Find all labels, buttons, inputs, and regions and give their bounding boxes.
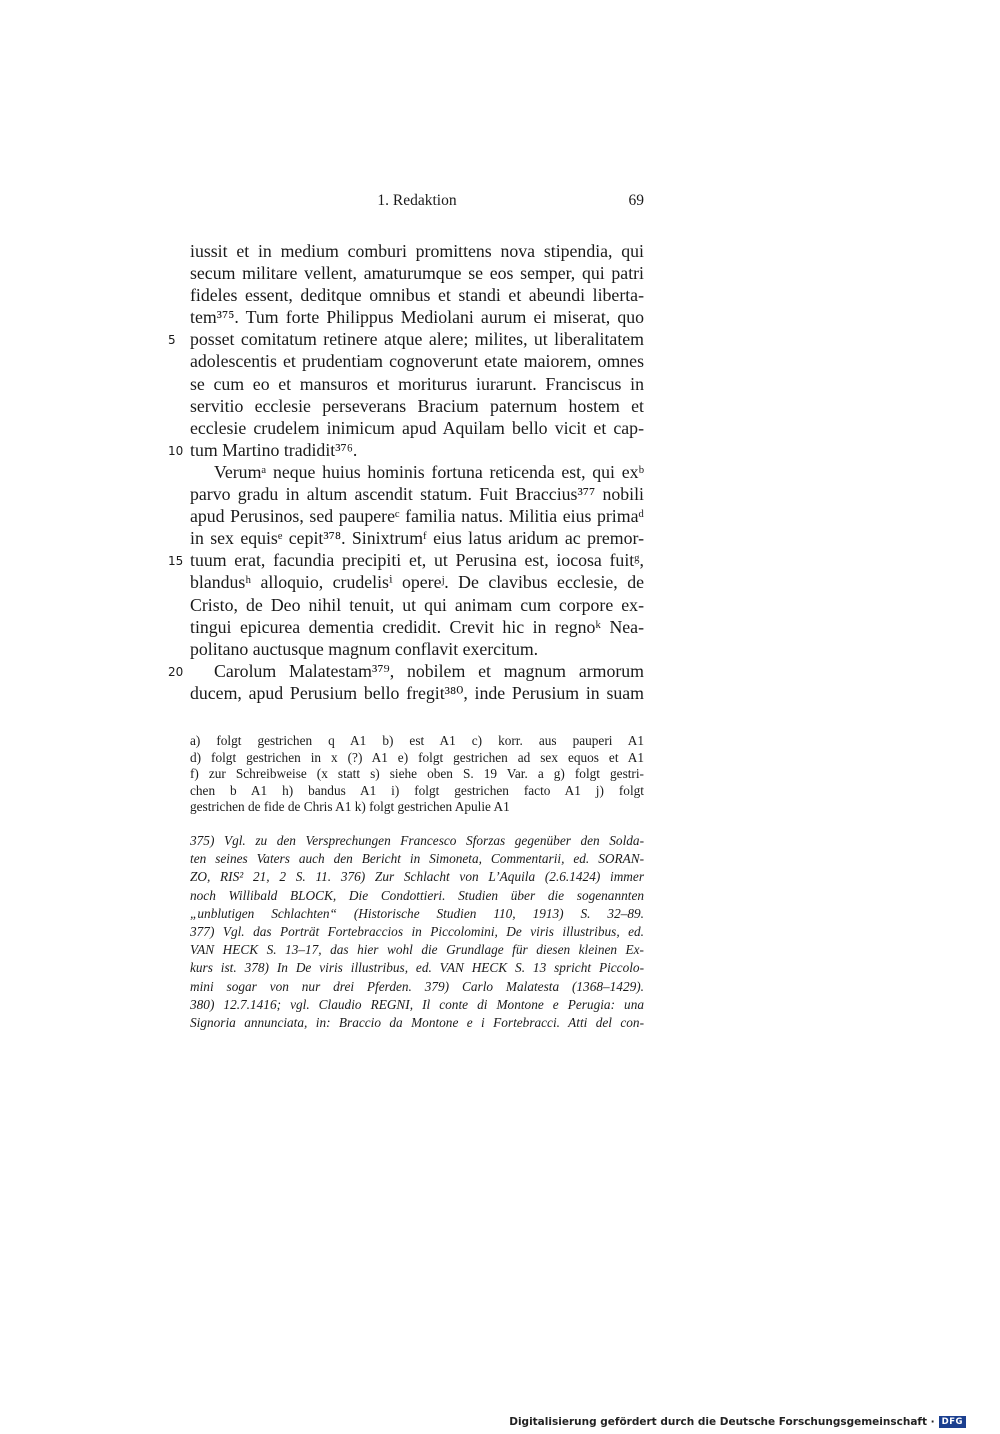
running-head: 1. Redaktion [377,192,457,209]
variant-apparatus [190,733,644,816]
text-line [190,417,644,439]
page-number: 69 [628,192,644,209]
line-text: apud Perusinos, sed paupereᶜ familia natus. Militia eius primaᵈ [190,506,644,527]
text-line [190,240,644,262]
footnote-line: ZO, RIS² 21, 2 S. 11. 376) Zur Schlacht von L’Aquila (2.6.1424) immer [190,869,644,885]
page-header [190,192,644,216]
line-text: Carolum Malatestam³⁷⁹, nobilem et magnum armorum [214,660,644,681]
text-line [190,262,644,284]
main-text [168,240,644,704]
line-number: 15 [168,554,184,569]
text-line [190,638,644,660]
line-text: fideles essent, deditque omnibus et standi et abeundi liberta- [190,285,644,306]
footnote-line: 377) Vgl. das Porträt Fortebraccios in Piccolomini, De viris illustribus, ed. [190,923,644,939]
footnote-line: noch Willibald BLOCK, Die Condottieri. Studien über die sogenannten [190,887,644,903]
line-text: adolescentis et prudentiam cognoverunt etate maiorem, omnes [190,351,644,372]
line-text: tum Martino tradidit³⁷⁶. [190,439,358,460]
text-line [190,373,644,395]
text-line [168,328,644,350]
footnotes [190,832,644,1032]
footnote-line: Signoria annunciata, in: Braccio da Montone e i Fortebracci. Atti del con- [190,1014,644,1030]
text-line [190,571,644,593]
footnote-line: mini sogar von nur drei Pferden. 379) Carlo Malatesta (1368–1429). [190,978,644,994]
text-line [190,461,644,483]
line-text: in sex equisᵉ cepit³⁷⁸. Sinixtrumᶠ eius latus aridum ac premor- [190,528,644,549]
text-line [168,439,644,461]
footnote-line: ten seines Vaters auch den Bericht in Simoneta, Commentarii, ed. SORAN- [190,851,644,867]
text-line [190,505,644,527]
line-text: posset comitatum retinere atque alere; milites, ut liberalitatem [190,329,644,350]
footnote-line: 375) Vgl. zu den Versprechungen Francesco Sforzas gegenüber den Solda- [190,833,644,848]
text-line [190,682,644,704]
text-line [168,660,644,682]
text-line [190,306,644,328]
variant-line: a) folgt gestrichen q A1 b) est A1 c) korr. aus pauperi A1 [190,733,644,748]
line-text: iussit et in medium comburi promittens nova stipendia, qui [190,241,644,261]
line-text: se cum eo et mansuros et moriturus iurarunt. Franciscus in [190,373,644,394]
line-text: tuum erat, facundia precipiti et, ut Perusina est, iocosa fuitᵍ, [190,550,644,571]
line-text: secum militare vellent, amaturumque se eos semper, qui patri [190,263,644,284]
variant-line: f) zur Schreibweise (x statt s) siehe oben S. 19 Var. a g) folgt gestri- [190,766,644,781]
text-line [190,350,644,372]
dfg-credit-text: Digitalisierung gefördert durch die Deutsche Forschungsgemeinschaft · [509,1416,935,1428]
text-line [190,483,644,505]
line-text: tingui epicurea dementia credidit. Crevit hic in regnoᵏ Nea- [190,616,644,637]
line-text: Verumᵃ neque huius hominis fortuna reticenda est, qui exᵇ [214,461,644,482]
text-line [190,284,644,306]
text-line [190,616,644,638]
line-text: ducem, apud Perusium bello fregit³⁸⁰, inde Perusium in suam [190,682,644,703]
dfg-credit [509,1416,966,1428]
line-text: Cristo, de Deo nihil tenuit, ut qui animam cum corpore ex- [190,594,644,615]
line-text: ecclesie crudelem inimicum apud Aquilam bello vicit et cap- [190,417,644,438]
line-number: 20 [168,664,184,679]
line-number: 5 [168,333,176,348]
text-line [168,549,644,571]
footnote-line: „unblutigen Schlachten“ (Historische Studien 110, 1913) S. 32–89. [190,905,644,921]
text-line [190,594,644,616]
line-text: politano auctusque magnum conflavit exercitum. [190,638,539,659]
line-text: tem³⁷⁵. Tum forte Philippus Mediolani aurum ei miserat, quo [190,307,644,328]
footnote-line: kurs ist. 378) In De viris illustribus, ed. VAN HECK S. 13 spricht Piccolo- [190,960,644,976]
footnote-line: VAN HECK S. 13–17, das hier wohl die Grundlage für diesen kleinen Ex- [190,942,644,958]
dfg-logo: DFG [939,1416,966,1428]
line-text: servitio ecclesie perseverans Bracium paternum hostem et [190,395,644,416]
line-text: blandusʰ alloquio, crudelisⁱ opereʲ. De clavibus ecclesie, de [190,572,644,593]
line-text: parvo gradu in altum ascendit statum. Fuit Braccius³⁷⁷ nobili [190,484,644,505]
text-line [190,527,644,549]
variant-line: d) folgt gestrichen in x (?) A1 e) folgt gestrichen ad sex equos et A1 [190,749,644,765]
variant-line: gestrichen de fide de Chris A1 k) folgt gestrichen Apulie A1 [190,799,510,814]
text-line [190,395,644,417]
variant-line: chen b A1 h) bandus A1 i) folgt gestrichen facto A1 j) folgt [190,782,644,798]
footnote-line: 380) 12.7.1416; vgl. Claudio REGNI, Il conte di Montone e Perugia: una [190,996,644,1012]
line-number: 10 [168,443,184,458]
